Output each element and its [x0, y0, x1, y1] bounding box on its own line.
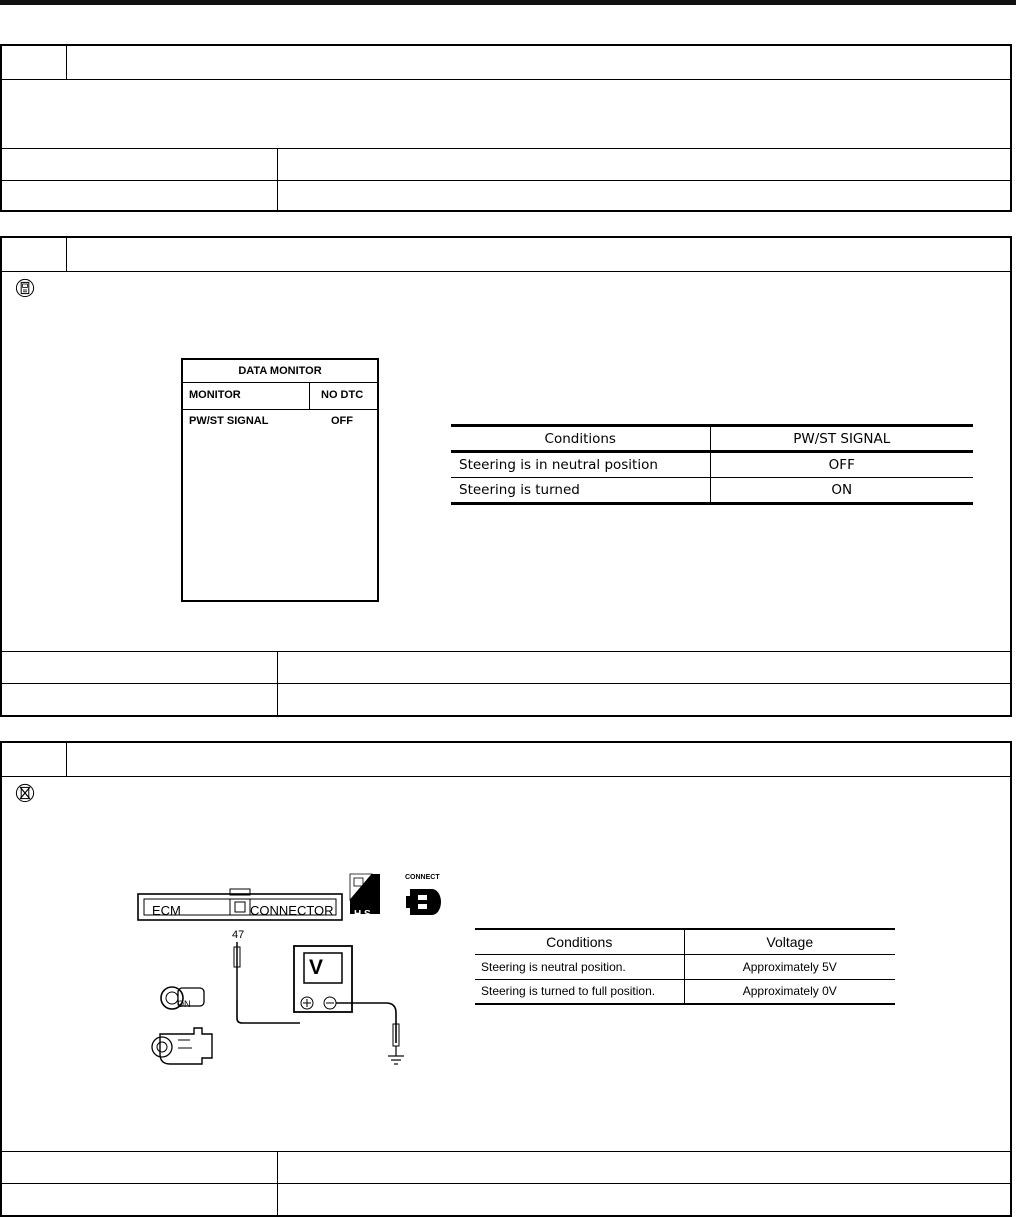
voltmeter-label: V — [309, 956, 324, 979]
pwst-signal-spec-table — [451, 424, 973, 505]
result-label-cell — [2, 149, 278, 180]
step-header — [2, 46, 1010, 80]
step-header — [2, 238, 1010, 272]
step-body — [2, 777, 1010, 1152]
value-cell: Approximately 5V — [684, 954, 895, 979]
harness-side-label: H.S. — [354, 909, 374, 920]
result-row — [2, 683, 1010, 715]
result-label-cell — [2, 684, 278, 715]
connector-label: CONNECTOR — [250, 903, 334, 918]
step-number-cell — [2, 238, 67, 271]
table-row — [475, 954, 895, 979]
monitor-column-label: MONITOR — [189, 389, 241, 401]
value-cell: OFF — [710, 452, 973, 478]
monitor-item-name: PW/ST SIGNAL — [189, 415, 269, 427]
value-cell: ON — [710, 478, 973, 504]
table-header-row — [451, 426, 973, 452]
terminal-number: 47 — [232, 929, 245, 941]
monitor-item-row — [183, 410, 377, 434]
table-header-row — [475, 929, 895, 954]
data-monitor-screen — [181, 358, 379, 602]
step-header — [2, 743, 1010, 777]
table-header-cell: Conditions — [451, 426, 710, 452]
step-number-cell — [2, 743, 67, 776]
result-label-cell — [2, 181, 278, 212]
condition-cell: Steering is in neutral position — [451, 452, 710, 478]
table-row — [475, 979, 895, 1004]
ecm-connector-diagram — [122, 872, 462, 1087]
condition-cell: Steering is turned — [451, 478, 710, 504]
procedure-step-2 — [0, 236, 1012, 717]
table-header-cell: PW/ST SIGNAL — [710, 426, 973, 452]
value-cell: Approximately 0V — [684, 979, 895, 1004]
column-divider — [309, 383, 310, 409]
result-label-cell — [2, 1152, 278, 1183]
step-number-cell — [2, 46, 67, 79]
table-header-cell: Conditions — [475, 929, 684, 954]
result-label-cell — [2, 1184, 278, 1215]
data-monitor-title: DATA MONITOR — [183, 360, 377, 383]
result-row — [2, 652, 1010, 683]
procedure-step-3 — [0, 741, 1012, 1217]
monitor-item-value: OFF — [331, 415, 353, 427]
step-body — [2, 80, 1010, 149]
condition-cell: Steering is turned to full position. — [475, 979, 684, 1004]
dtc-status-label: NO DTC — [321, 389, 364, 401]
step-body — [2, 272, 1010, 652]
result-row — [2, 149, 1010, 180]
result-row — [2, 1152, 1010, 1183]
table-row — [451, 478, 973, 504]
table-row — [451, 452, 973, 478]
procedure-step-1 — [0, 44, 1012, 212]
ecm-label: ECM — [152, 903, 181, 918]
result-row — [2, 180, 1010, 212]
consult-icon — [15, 278, 35, 298]
connect-label: CONNECT — [405, 874, 440, 881]
table-header-cell: Voltage — [684, 929, 895, 954]
condition-cell: Steering is neutral position. — [475, 954, 684, 979]
result-label-cell — [2, 652, 278, 683]
ignition-on-label: ON — [177, 999, 191, 1009]
page-top-rule — [0, 0, 1016, 5]
no-tools-icon — [15, 783, 35, 803]
result-row — [2, 1183, 1010, 1215]
voltage-spec-table — [475, 928, 895, 1005]
data-monitor-header — [183, 383, 377, 410]
